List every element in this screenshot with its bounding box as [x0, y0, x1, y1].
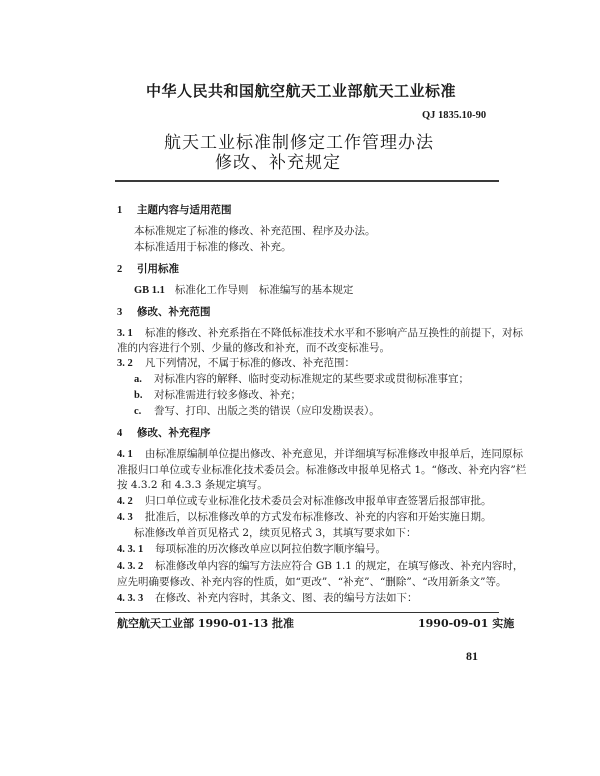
section-1-para-2: 本标准适用于标准的修改、补充。	[134, 241, 292, 253]
page-number: 81	[466, 649, 478, 663]
issuing-organization: 中华人民共和国航空航天工业部航天工业标准	[146, 82, 457, 100]
clause-4-3: 4. 3 批准后，以标准修改单的方式发布标准修改、补充的内容和开始实施日期。	[117, 511, 492, 523]
clause-4-3-cont: 标准修改单首页见格式 2，续页见格式 3，其填写要求如下：	[134, 527, 417, 539]
clause-4-1: 4. 1 由标准原编制单位提出修改、补充意见，并详细填写标准修改申报单后，连同原标	[117, 448, 523, 460]
header-divider	[115, 180, 499, 182]
section-4-heading: 4 修改、补充程序	[117, 427, 211, 439]
clause-3-1: 3. 1 标准的修改、补充系指在不降低标准技术水平和不影响产品互换性的前提下，对标	[117, 327, 523, 339]
clause-4-3-3: 4. 3. 3 在修改、补充内容时，其条文、图、表的编号方法如下：	[117, 592, 418, 604]
clause-3-2: 3. 2 凡下列情况，不属于标准的修改、补充范围：	[117, 357, 355, 369]
list-item-c: c. 誊写、打印、出版之类的错误（应印发勘误表）。	[134, 405, 380, 417]
section-1-heading: 1 主题内容与适用范围	[117, 204, 232, 216]
footer-divider	[115, 612, 499, 613]
list-item-b: b. 对标准需进行较多修改、补充；	[134, 389, 301, 401]
approval-date: 航空航天工业部 1990-01-13 批准	[117, 617, 295, 630]
standard-code: QJ 1835.10-90	[422, 110, 487, 121]
section-1-para-1: 本标准规定了标准的修改、补充范围、程序及办法。	[134, 225, 376, 237]
clause-3-1-cont: 准的内容进行个别、少量的修改和补充，而不改变标准号。	[117, 342, 390, 354]
clause-4-1-cont-1: 准报归口单位或专业标准化技术委员会。标准修改申报单见格式 1。“修改、补充内容”栏	[117, 464, 527, 476]
reference-standard: GB 1.1 标准化工作导则 标准编写的基本规定	[134, 284, 354, 296]
clause-4-3-1: 4. 3. 1 每项标准的历次修改单应以阿拉伯数字顺序编号。	[117, 543, 386, 555]
section-3-heading: 3 修改、补充范围	[117, 306, 211, 318]
document-title: 航天工业标准制修定工作管理办法	[164, 133, 434, 153]
list-item-a: a. 对标准内容的解释、临时变动标准规定的某些要求或贯彻标准事宜；	[134, 373, 469, 385]
clause-4-2: 4. 2 归口单位或专业标准化技术委员会对标准修改申报单审查签署后报部审批。	[117, 495, 492, 507]
clause-4-3-2-cont: 应先明确要修改、补充内容的性质，如“更改”、“补充”、“删除”、“改用新条文”等。	[117, 576, 507, 588]
effective-date: 1990-09-01 实施	[418, 617, 515, 630]
document-subtitle: 修改、补充规定	[215, 153, 341, 173]
section-2-heading: 2 引用标准	[117, 263, 179, 275]
clause-4-1-cont-2: 按 4.3.2 和 4.3.3 条规定填写。	[117, 479, 268, 491]
clause-4-3-2: 4. 3. 2 标准修改单内容的编写方法应符合 GB 1.1 的规定，在填写修改、补充内容时，	[117, 560, 524, 572]
